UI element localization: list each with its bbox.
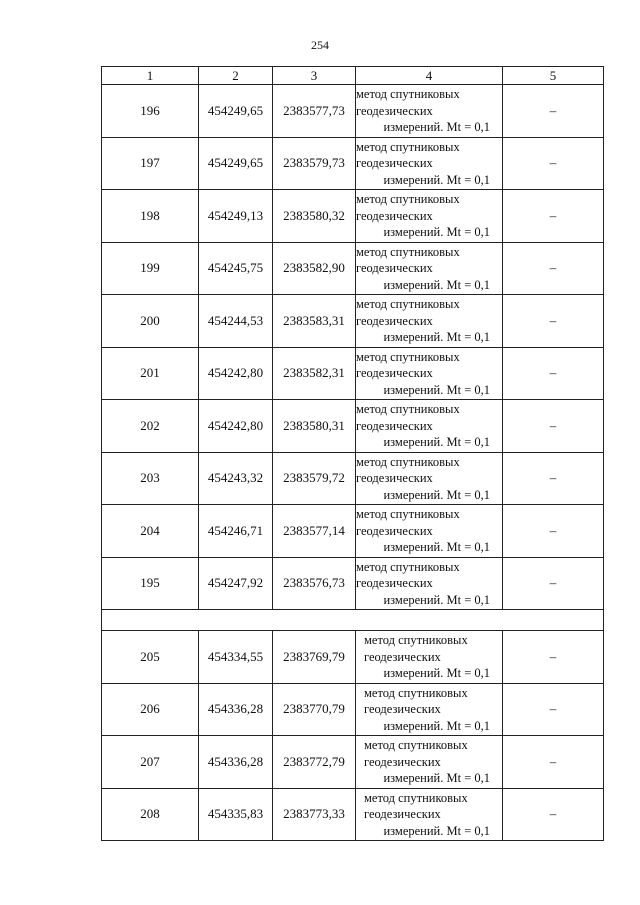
table-row — [102, 347, 604, 400]
note-cell: – — [503, 736, 604, 789]
method-line-3: измерений. Mt = 0,1 — [383, 172, 490, 187]
method-cell — [356, 295, 503, 348]
method-cell — [356, 242, 503, 295]
y-coordinate-cell: 2383772,79 — [273, 736, 356, 789]
method-cell — [356, 85, 503, 138]
method-line-1: метод спутниковых — [356, 244, 460, 259]
table-group-b — [102, 631, 604, 841]
note-cell: – — [503, 557, 604, 610]
method-line-3: измерений. Mt = 0,1 — [383, 823, 490, 838]
x-coordinate-cell: 454242,80 — [199, 347, 273, 400]
note-cell: – — [503, 295, 604, 348]
spacer-cell — [102, 610, 604, 631]
table-row — [102, 631, 604, 684]
y-coordinate-cell: 2383577,14 — [273, 505, 356, 558]
method-line-1: метод спутниковых — [356, 349, 460, 364]
method-line-3: измерений. Mt = 0,1 — [383, 592, 490, 607]
note-cell: – — [503, 400, 604, 453]
point-number-cell: 208 — [102, 788, 199, 841]
method-line-2: геодезических — [356, 103, 433, 118]
table-row — [102, 736, 604, 789]
method-line-1: метод спутниковых — [356, 454, 460, 469]
y-coordinate-cell: 2383579,72 — [273, 452, 356, 505]
method-line-1: метод спутниковых — [364, 633, 468, 647]
method-line-3: измерений. Mt = 0,1 — [383, 771, 490, 785]
table-row — [102, 190, 604, 243]
method-cell — [356, 347, 503, 400]
table-row — [102, 85, 604, 138]
method-line-1: метод спутниковых — [364, 685, 468, 700]
method-line-2: геодезических — [364, 702, 441, 716]
method-cell — [356, 736, 503, 789]
note-cell: – — [503, 631, 604, 684]
method-line-2: геодезических — [364, 649, 441, 664]
note-cell: – — [503, 190, 604, 243]
x-coordinate-cell: 454249,65 — [199, 137, 273, 190]
table-row — [102, 788, 604, 841]
method-line-2: геодезических — [356, 208, 433, 223]
method-cell — [356, 190, 503, 243]
method-line-2: геодезических — [356, 576, 433, 590]
method-cell — [356, 505, 503, 558]
method-line-3: измерений. Mt = 0,1 — [383, 435, 490, 449]
y-coordinate-cell: 2383577,73 — [273, 85, 356, 138]
header-col-2: 2 — [199, 67, 273, 85]
header-col-1: 1 — [102, 67, 199, 85]
x-coordinate-cell: 454242,80 — [199, 400, 273, 453]
method-line-2: геодезических — [356, 261, 433, 275]
header-col-3: 3 — [273, 67, 356, 85]
x-coordinate-cell: 454246,71 — [199, 505, 273, 558]
x-coordinate-cell: 454249,13 — [199, 190, 273, 243]
note-cell: – — [503, 137, 604, 190]
method-line-2: геодезических — [364, 807, 441, 821]
point-number-cell: 201 — [102, 347, 199, 400]
point-number-cell: 195 — [102, 557, 199, 610]
y-coordinate-cell: 2383582,31 — [273, 347, 356, 400]
coordinates-table — [101, 66, 604, 841]
method-cell — [356, 557, 503, 610]
method-cell — [356, 683, 503, 736]
note-cell: – — [503, 85, 604, 138]
point-number-cell: 200 — [102, 295, 199, 348]
y-coordinate-cell: 2383580,32 — [273, 190, 356, 243]
table-row — [102, 242, 604, 295]
table-group-a — [102, 85, 604, 610]
header-col-5: 5 — [503, 67, 604, 85]
header-col-4: 4 — [356, 67, 503, 85]
method-cell — [356, 400, 503, 453]
point-number-cell: 198 — [102, 190, 199, 243]
x-coordinate-cell: 454244,53 — [199, 295, 273, 348]
y-coordinate-cell: 2383580,31 — [273, 400, 356, 453]
x-coordinate-cell: 454243,32 — [199, 452, 273, 505]
method-line-2: геодезических — [364, 754, 441, 769]
method-line-2: геодезических — [356, 366, 433, 380]
x-coordinate-cell: 454334,55 — [199, 631, 273, 684]
method-cell — [356, 631, 503, 684]
table-row — [102, 452, 604, 505]
x-coordinate-cell: 454336,28 — [199, 683, 273, 736]
method-line-2: геодезических — [356, 313, 433, 328]
method-line-2: геодезических — [356, 471, 433, 485]
table-row — [102, 400, 604, 453]
note-cell: – — [503, 683, 604, 736]
point-number-cell: 202 — [102, 400, 199, 453]
note-cell: – — [503, 505, 604, 558]
y-coordinate-cell: 2383582,90 — [273, 242, 356, 295]
x-coordinate-cell: 454249,65 — [199, 85, 273, 138]
method-cell — [356, 137, 503, 190]
method-line-1: метод спутниковых — [356, 139, 460, 154]
y-coordinate-cell: 2383773,33 — [273, 788, 356, 841]
method-cell — [356, 452, 503, 505]
method-line-1: метод спутниковых — [356, 402, 460, 416]
table-spacer-group — [102, 610, 604, 631]
point-number-cell: 199 — [102, 242, 199, 295]
method-line-3: измерений. Mt = 0,1 — [383, 120, 490, 134]
point-number-cell: 197 — [102, 137, 199, 190]
y-coordinate-cell: 2383576,73 — [273, 557, 356, 610]
method-line-2: геодезических — [356, 523, 433, 538]
x-coordinate-cell: 454336,28 — [199, 736, 273, 789]
method-line-3: измерений. Mt = 0,1 — [383, 487, 490, 502]
spacer-row — [102, 610, 604, 631]
x-coordinate-cell: 454247,92 — [199, 557, 273, 610]
x-coordinate-cell: 454335,83 — [199, 788, 273, 841]
method-line-3: измерений. Mt = 0,1 — [383, 277, 490, 292]
method-line-3: измерений. Mt = 0,1 — [383, 225, 490, 239]
point-number-cell: 203 — [102, 452, 199, 505]
note-cell: – — [503, 347, 604, 400]
method-line-2: геодезических — [356, 156, 433, 170]
y-coordinate-cell: 2383579,73 — [273, 137, 356, 190]
note-cell: – — [503, 788, 604, 841]
point-number-cell: 206 — [102, 683, 199, 736]
method-line-3: измерений. Mt = 0,1 — [383, 718, 490, 733]
x-coordinate-cell: 454245,75 — [199, 242, 273, 295]
method-line-1: метод спутниковых — [356, 559, 460, 574]
table-header-row — [102, 67, 604, 85]
note-cell: – — [503, 452, 604, 505]
table-row — [102, 557, 604, 610]
y-coordinate-cell: 2383769,79 — [273, 631, 356, 684]
method-cell — [356, 788, 503, 841]
method-line-1: метод спутниковых — [356, 87, 460, 101]
method-line-3: измерений. Mt = 0,1 — [383, 382, 490, 397]
table-row — [102, 295, 604, 348]
table-row — [102, 683, 604, 736]
method-line-1: метод спутниковых — [356, 297, 460, 311]
method-line-3: измерений. Mt = 0,1 — [383, 666, 490, 680]
method-line-1: метод спутниковых — [364, 738, 468, 752]
page-number: 254 — [311, 38, 329, 52]
point-number-cell: 196 — [102, 85, 199, 138]
method-line-3: измерений. Mt = 0,1 — [383, 540, 490, 554]
method-line-3: измерений. Mt = 0,1 — [383, 330, 490, 344]
method-line-1: метод спутниковых — [356, 507, 460, 521]
point-number-cell: 204 — [102, 505, 199, 558]
y-coordinate-cell: 2383770,79 — [273, 683, 356, 736]
point-number-cell: 205 — [102, 631, 199, 684]
y-coordinate-cell: 2383583,31 — [273, 295, 356, 348]
note-cell: – — [503, 242, 604, 295]
method-line-1: метод спутниковых — [364, 790, 468, 805]
table-row — [102, 137, 604, 190]
method-line-2: геодезических — [356, 418, 433, 433]
method-line-1: метод спутниковых — [356, 192, 460, 206]
point-number-cell: 207 — [102, 736, 199, 789]
table-row — [102, 505, 604, 558]
